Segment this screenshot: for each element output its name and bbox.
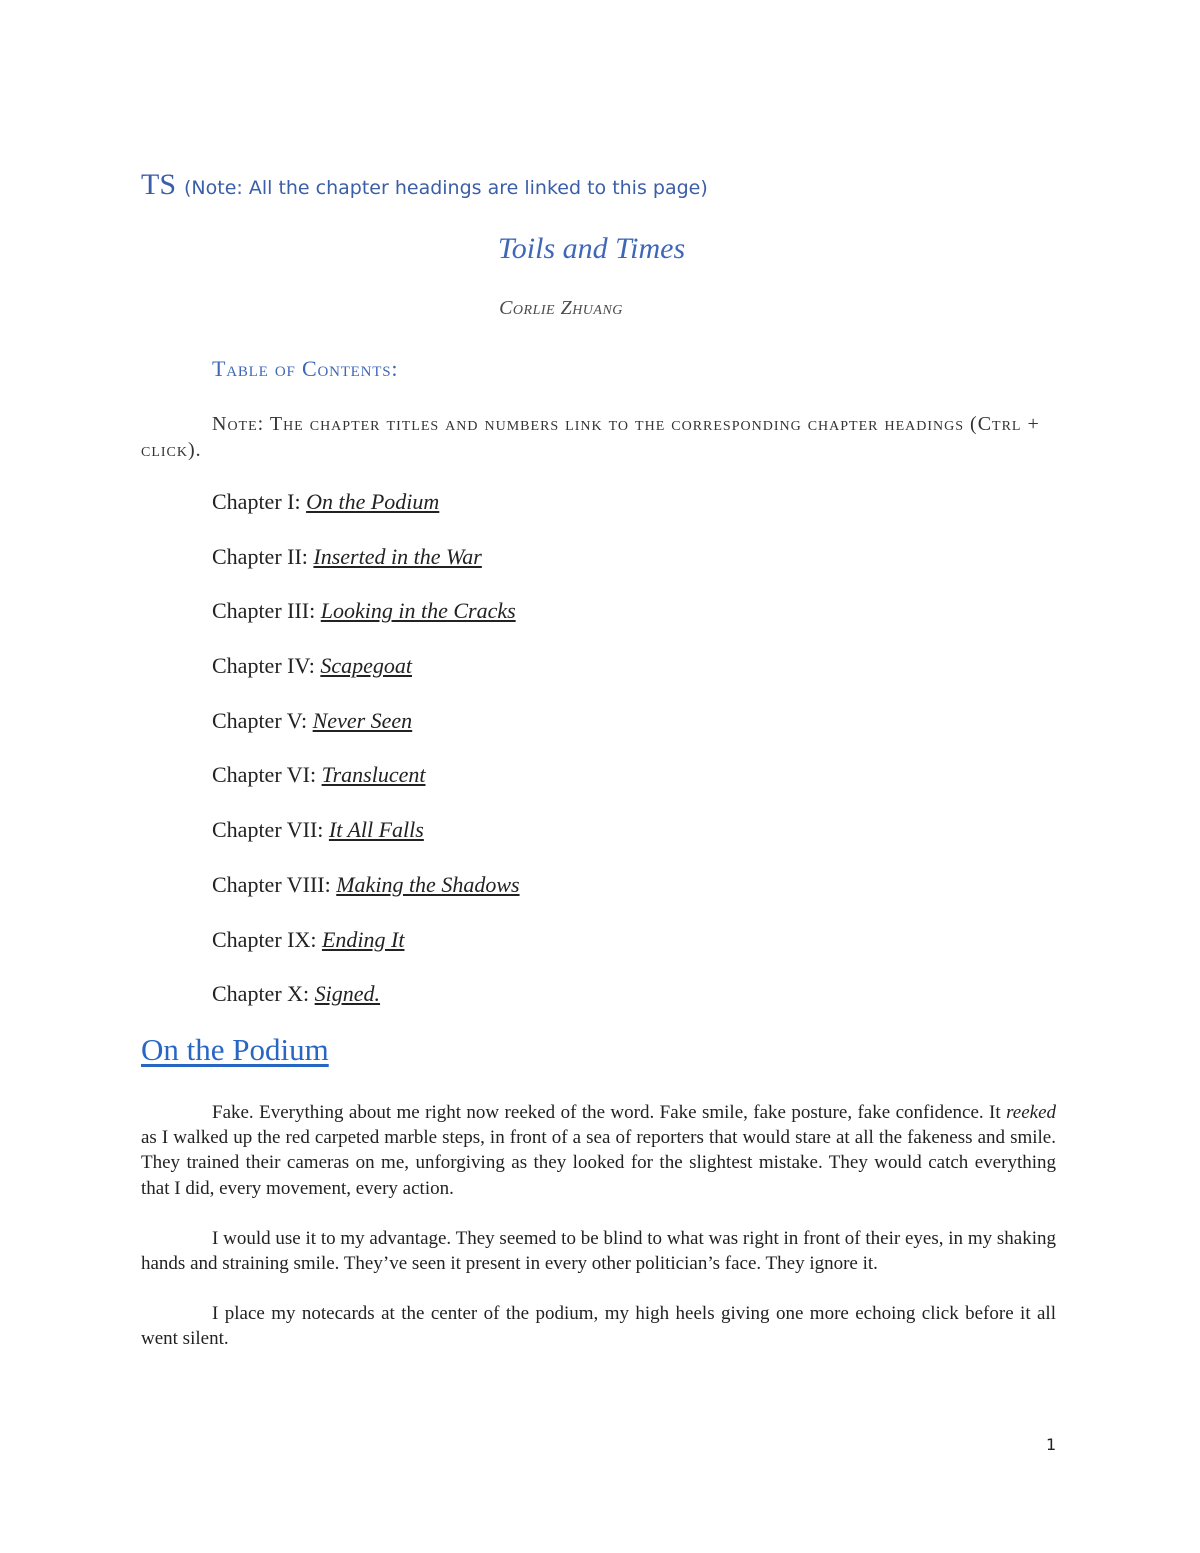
toc-link-looking-in-the-cracks[interactable]: Looking in the Cracks — [320, 598, 516, 624]
toc-item-chapter-6 — [212, 761, 520, 816]
toc-chapter-number: Chapter IV: — [212, 653, 321, 679]
chapter-body — [141, 1100, 1056, 1377]
toc-heading: Table of Contents: — [212, 356, 399, 381]
toc-chapter-number: Chapter I: — [212, 489, 307, 514]
toc-item-chapter-4 — [212, 652, 520, 707]
paragraph-1-text-a: Fake. Everything about me right now reeked of the word. Fake smile, fake posture, fake confidence. It — [212, 1102, 1007, 1123]
toc-link-on-the-podium[interactable]: On the Podium — [306, 489, 440, 514]
paragraph-1-emphasis: reeked — [1006, 1102, 1056, 1123]
toc-chapter-number: Chapter III: — [212, 598, 321, 624]
toc-chapter-number: Chapter VI: — [212, 762, 322, 788]
toc-link-translucent[interactable]: Translucent — [321, 762, 426, 788]
toc-link-making-the-shadows[interactable]: Making the Shadows — [336, 871, 520, 897]
headings-link-note: (Note: All the chapter headings are linked to this page) — [184, 177, 708, 199]
chapter-heading-link[interactable]: On the Podium — [141, 1032, 329, 1067]
toc-chapter-number: Chapter X: — [212, 981, 315, 1007]
toc-item-chapter-2 — [212, 543, 520, 598]
document-title: Toils and Times — [497, 232, 686, 265]
toc-item-chapter-10 — [212, 980, 520, 1035]
paragraph-3: I place my notecards at the center of the podium, my high heels giving one more echoing click before it all went silent. — [141, 1303, 1056, 1350]
toc-link-signed[interactable]: Signed. — [314, 981, 381, 1007]
toc-item-chapter-9 — [212, 926, 520, 981]
toc-item-chapter-8 — [212, 871, 520, 926]
page-number: 1 — [1046, 1435, 1057, 1454]
toc-chapter-number: Chapter II: — [212, 543, 314, 569]
toc-chapter-number: Chapter IX: — [212, 926, 322, 952]
toc-item-chapter-3 — [212, 597, 520, 652]
top-note-line — [141, 168, 708, 202]
toc-chapter-number: Chapter VIII: — [212, 871, 337, 897]
toc-link-it-all-falls[interactable]: It All Falls — [328, 817, 424, 843]
toc-chapter-number: Chapter VII: — [212, 817, 329, 843]
toc-link-never-seen[interactable]: Never Seen — [312, 707, 413, 733]
paragraph-2: I would use it to my advantage. They seemed to be blind to what was right in front of their eyes, in my shaking hands and straining smile. They’ve seen it present in every other politician’s face. They ignore it. — [141, 1227, 1056, 1275]
toc-link-ending-it[interactable]: Ending It — [321, 926, 405, 952]
table-of-contents — [212, 488, 520, 1035]
toc-chapter-number: Chapter V: — [212, 707, 313, 733]
toc-item-chapter-1 — [212, 488, 520, 543]
author-name: Corlie Zhuang — [499, 297, 623, 319]
toc-link-inserted-in-the-war[interactable]: Inserted in the War — [313, 543, 482, 569]
paragraph-1 — [141, 1100, 1056, 1201]
toc-note: Note: The chapter titles and numbers link to the corresponding chapter headings (Ctrl + click). — [141, 413, 1040, 461]
ts-mark: TS — [141, 168, 177, 201]
toc-item-chapter-5 — [212, 707, 520, 762]
toc-link-scapegoat[interactable]: Scapegoat — [320, 653, 412, 679]
paragraph-1-text-b: as I walked up the red carpeted marble steps, in front of a sea of reporters that would stare at all the fakeness and smile. They trained their cameras on me, unforgiving as they looked for the slightest mistake. They would catch everything that I did, every movement, every action. — [141, 1127, 1056, 1199]
toc-item-chapter-7 — [212, 816, 520, 871]
